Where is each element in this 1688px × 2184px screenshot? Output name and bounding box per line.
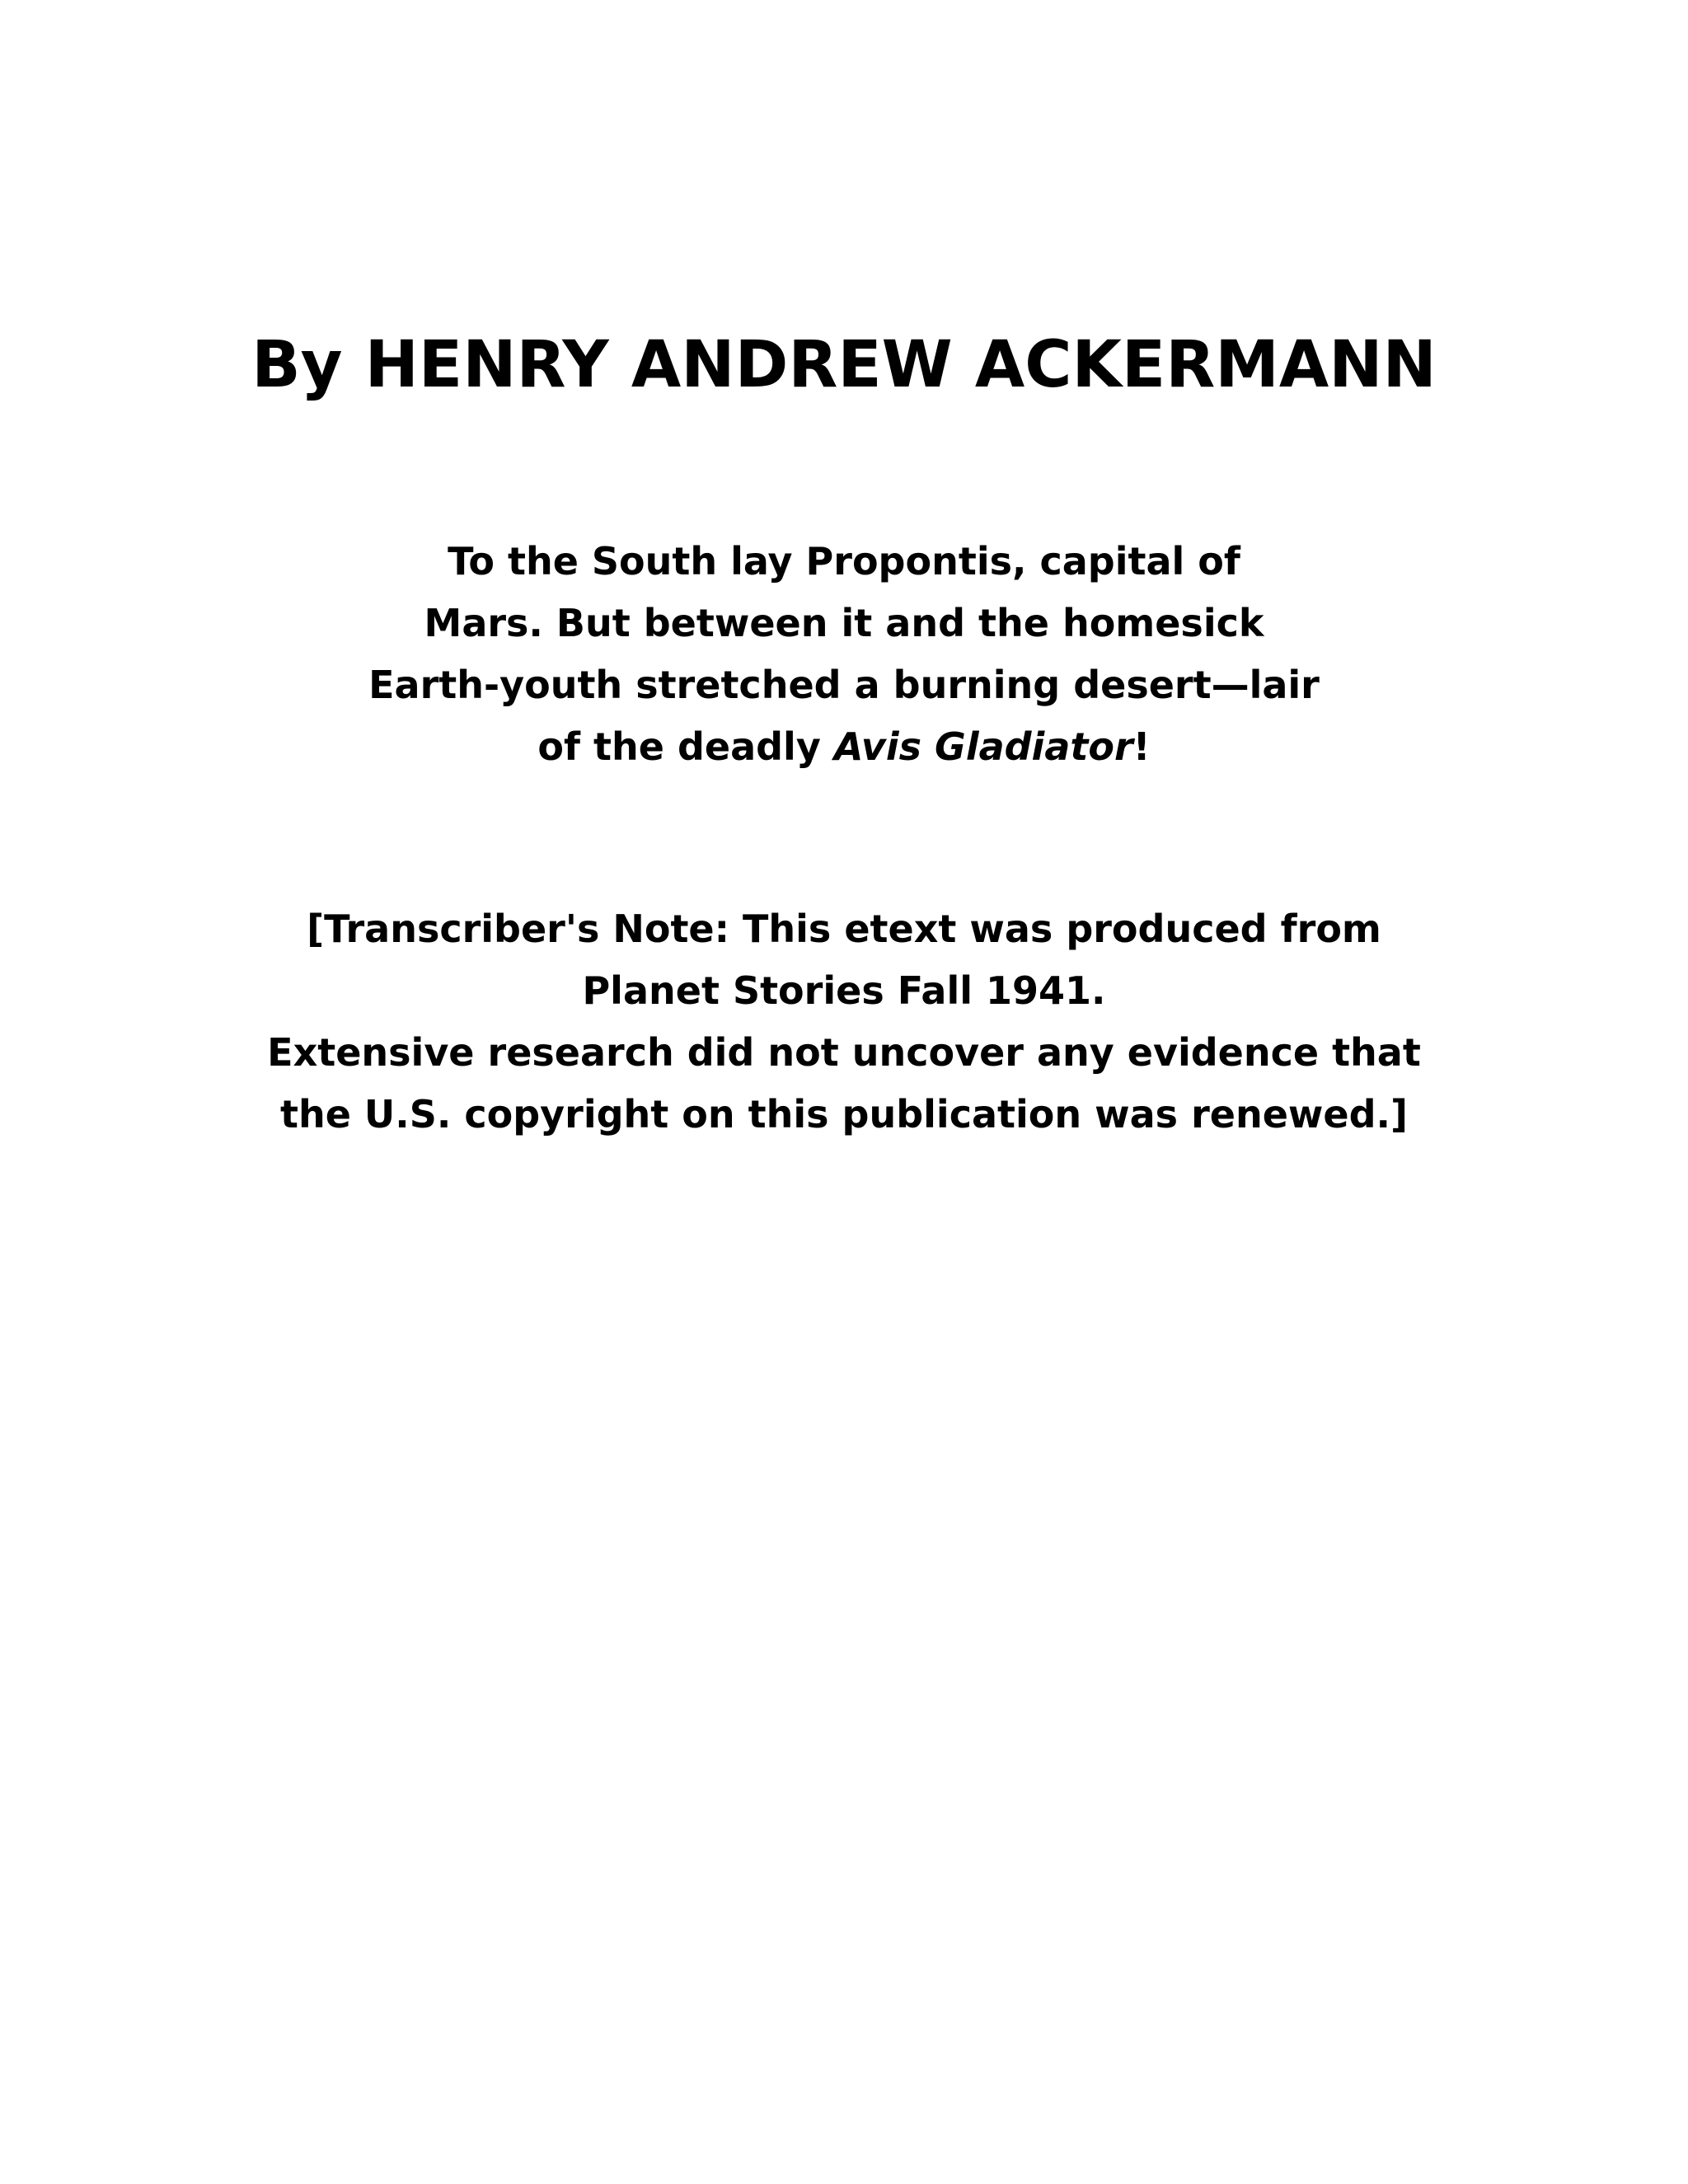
transcriber-note [0,898,1688,1146]
blurb-line: Mars. But between it and the homesick [424,601,1264,645]
note-line: the U.S. copyright on this publication was renewed.] [279,1092,1409,1137]
blurb-last-line-prefix: of the deadly [537,724,834,769]
note-line: [Transcriber's Note: This etext was produced from [307,907,1381,951]
blurb-line: Earth-youth stretched a burning desert—lair [368,663,1320,707]
author-byline: By HENRY ANDREW ACKERMANN [251,328,1437,402]
note-line: Planet Stories Fall 1941. [582,968,1106,1013]
story-blurb [0,531,1688,778]
note-line: Extensive research did not uncover any evidence that [267,1030,1421,1075]
blurb-last-line [0,716,1688,778]
blurb-line: To the South lay Propontis, capital of [448,539,1240,583]
species-name: Avis Gladiator [833,724,1133,769]
blurb-last-line-suffix: ! [1132,724,1151,769]
